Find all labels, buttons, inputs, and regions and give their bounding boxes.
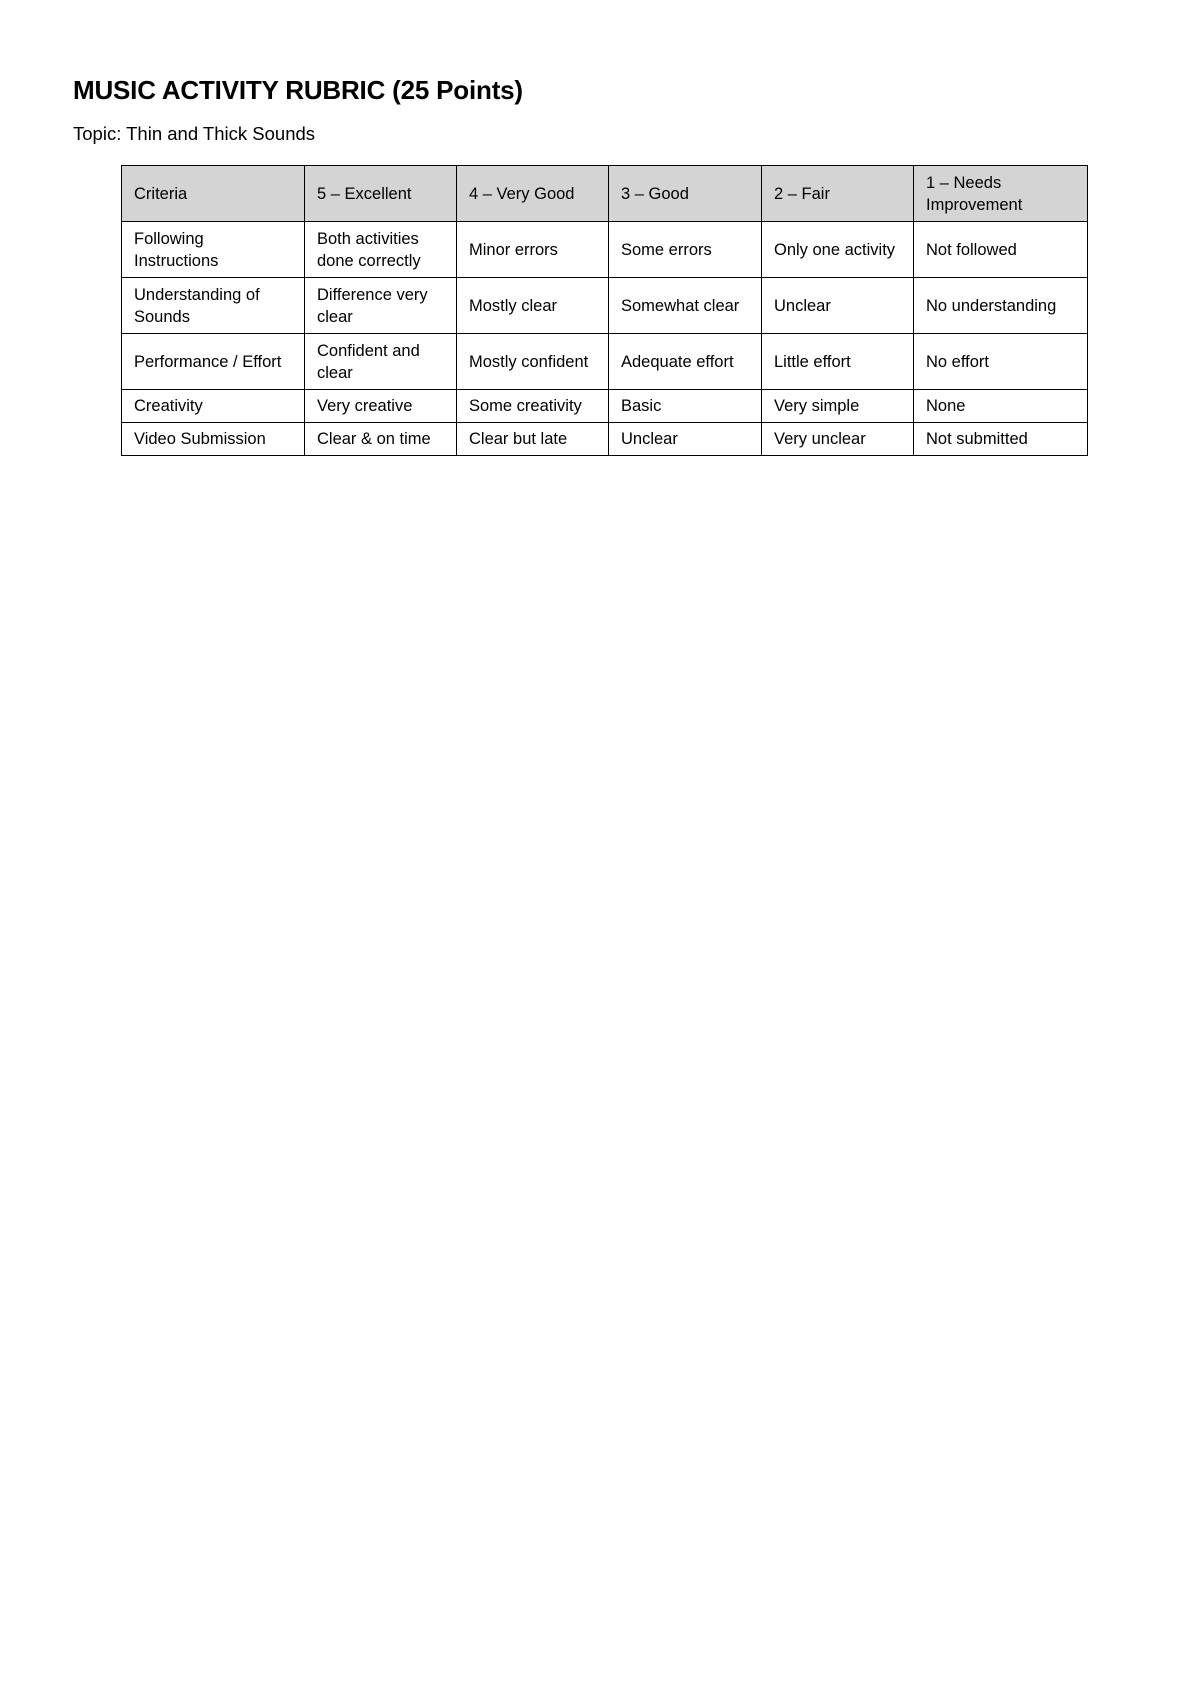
table-cell: Some creativity [457,390,609,423]
document-title: MUSIC ACTIVITY RUBRIC (25 Points) [73,75,523,105]
table-cell: Somewhat clear [609,278,762,334]
table-cell: None [914,390,1088,423]
criteria-cell: Performance / Effort [122,334,305,390]
document-topic: Topic: Thin and Thick Sounds [73,123,316,144]
table-cell: Very simple [762,390,914,423]
table-cell: No understanding [914,278,1088,334]
criteria-cell: Understanding of Sounds [122,278,305,334]
criteria-cell: Creativity [122,390,305,423]
table-cell: Clear & on time [305,423,457,456]
table-header-row [122,166,1088,222]
table-cell: Not followed [914,222,1088,278]
column-header-fair: 2 – Fair [762,166,914,222]
table-row [122,423,1088,456]
table-cell: Confident and clear [305,334,457,390]
table-row [122,278,1088,334]
table-cell: Minor errors [457,222,609,278]
table-row [122,222,1088,278]
table-cell: Only one activity [762,222,914,278]
table-cell: Mostly confident [457,334,609,390]
table-cell: Little effort [762,334,914,390]
table-row [122,334,1088,390]
table-cell: Unclear [762,278,914,334]
rubric-table [121,165,1088,456]
table-cell: Not submitted [914,423,1088,456]
criteria-cell: Video Submission [122,423,305,456]
criteria-cell: Following Instructions [122,222,305,278]
table-row [122,390,1088,423]
table-cell: Difference very clear [305,278,457,334]
table-cell: Basic [609,390,762,423]
column-header-good: 3 – Good [609,166,762,222]
table-cell: No effort [914,334,1088,390]
table-cell: Very creative [305,390,457,423]
column-header-very-good: 4 – Very Good [457,166,609,222]
table-cell: Very unclear [762,423,914,456]
table-cell: Both activities done correctly [305,222,457,278]
table-cell: Unclear [609,423,762,456]
column-header-criteria: Criteria [122,166,305,222]
table-cell: Adequate effort [609,334,762,390]
table-cell: Some errors [609,222,762,278]
column-header-excellent: 5 – Excellent [305,166,457,222]
table-cell: Mostly clear [457,278,609,334]
column-header-needs-improvement: 1 – Needs Improvement [914,166,1088,222]
table-cell: Clear but late [457,423,609,456]
